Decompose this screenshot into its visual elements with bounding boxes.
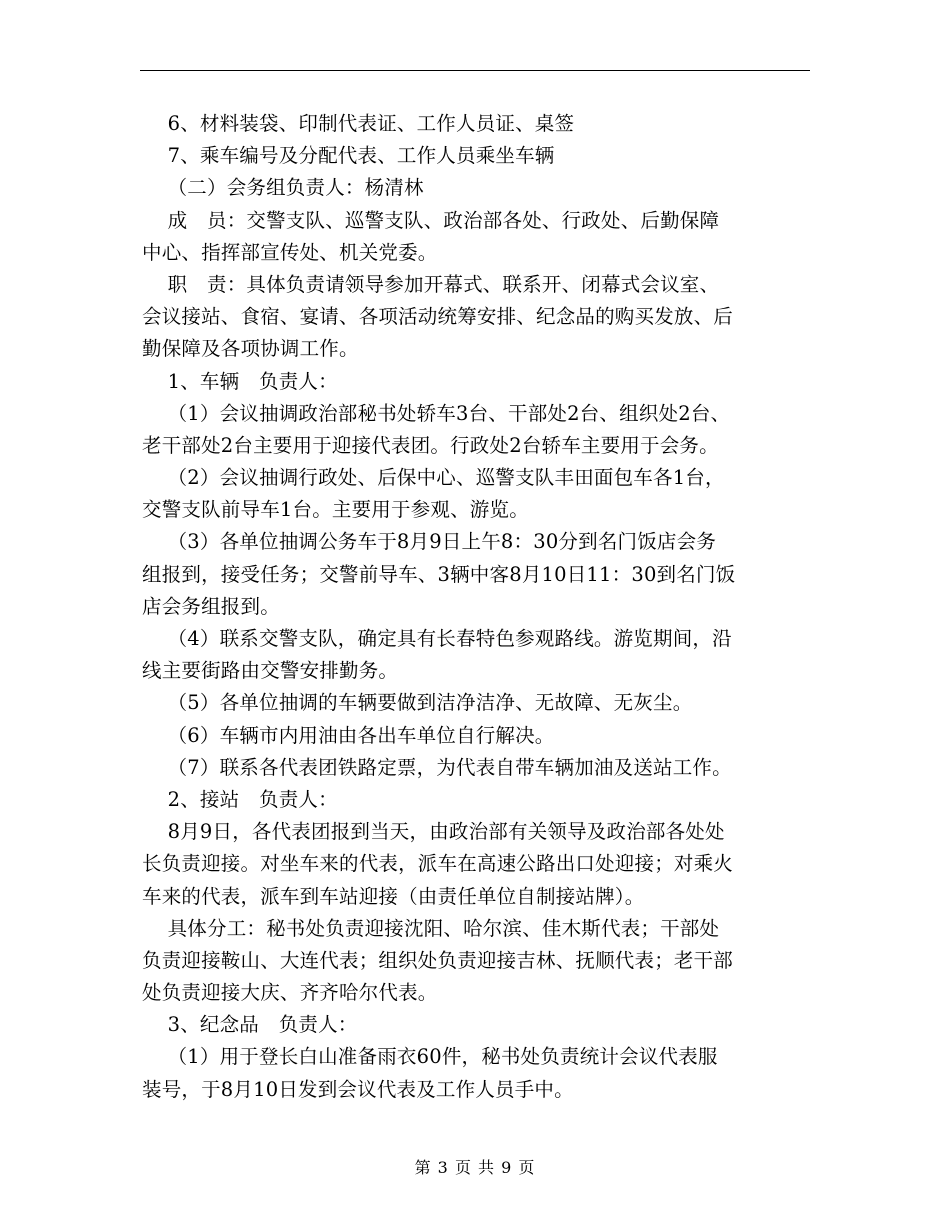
text-line: 3、纪念品 负责人： (142, 1013, 358, 1037)
text-line: 组报到，接受任务；交警前导车、3辆中客8月10日11：30到名门饭 (142, 562, 736, 586)
text-line: 8月9日，各代表团报到当天，由政治部有关领导及政治部各处处 (142, 820, 725, 844)
text-line: 老干部处2台主要用于迎接代表团。行政处2台轿车主要用于会务。 (142, 433, 719, 457)
text-line: （2）会议抽调行政处、后保中心、巡警支队丰田面包车各1台， (142, 466, 725, 490)
text-line: 装号，于8月10日发到会议代表及工作人员手中。 (142, 1077, 574, 1101)
text-line: 具体分工：秘书处负责迎接沈阳、哈尔滨、佳木斯代表；干部处 (142, 916, 720, 940)
text-line: 勤保障及各项协调工作。 (142, 337, 359, 361)
text-line: 2、接站 负责人： (142, 787, 338, 811)
text-line: 1、车辆 负责人： (142, 369, 338, 393)
text-line: （二）会务组负责人：杨清林 (142, 176, 424, 200)
text-line: （3）各单位抽调公务车于8月9日上午8：30分到名门饭店会务 (142, 530, 717, 554)
text-line: 7、乘车编号及分配代表、工作人员乘坐车辆 (142, 144, 555, 168)
text-line: 店会务组报到。 (142, 594, 280, 618)
text-line: （6）车辆市内用油由各出车单位自行解决。 (142, 723, 555, 747)
text-line: （5）各单位抽调的车辆要做到洁净洁净、无故障、无灰尘。 (142, 691, 693, 715)
text-line: 车来的代表，派车到车站迎接（由责任单位自制接站牌）。 (142, 884, 645, 908)
text-line: 职 责：具体负责请领导参加开幕式、联系开、闭幕式会议室、 (142, 272, 720, 296)
text-line: 线主要街路由交警安排勤务。 (142, 659, 399, 683)
text-line: 处负责迎接大庆、齐齐哈尔代表。 (142, 981, 438, 1005)
text-line: （1）用于登长白山准备雨衣60件，秘书处负责统计会议代表服 (142, 1045, 718, 1069)
page-footer: 第 3 页 共 9 页 (414, 1158, 536, 1177)
text-line: 会议接站、食宿、宴请、各项活动统筹安排、纪念品的购买发放、后 (142, 305, 734, 329)
text-line: 成 员：交警支队、巡警支队、政治部各处、行政处、后勤保障 (142, 208, 720, 232)
header-rule (140, 70, 810, 71)
text-line: （1）会议抽调政治部秘书处轿车3台、干部处2台、组织处2台、 (142, 401, 731, 425)
body-text (142, 108, 814, 1106)
text-line: 交警支队前导车1台。主要用于参观、游览。 (142, 498, 529, 522)
text-line: 6、材料装袋、印制代表证、工作人员证、桌签 (142, 112, 575, 135)
text-line: 负责迎接鞍山、大连代表；组织处负责迎接吉林、抚顺代表；老干部 (142, 948, 734, 972)
text-line: 长负责迎接。对坐车来的代表，派车在高速公路出口处迎接；对乘火 (142, 852, 734, 876)
text-line: （7）联系各代表团铁路定票，为代表自带车辆加油及送站工作。 (142, 755, 732, 779)
text-line: 中心、指挥部宣传处、机关党委。 (142, 240, 438, 264)
text-line: （4）联系交警支队，确定具有长春特色参观路线。游览期间，沿 (142, 627, 732, 650)
